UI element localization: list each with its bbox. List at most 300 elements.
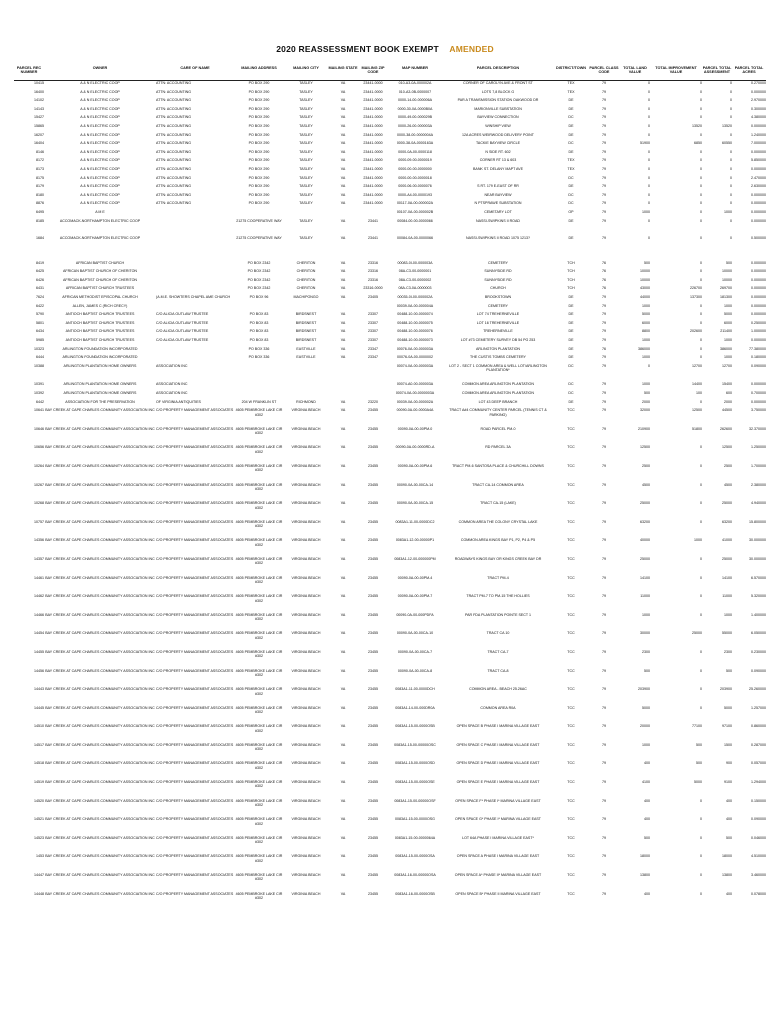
acres-cell: 2.380000 <box>751 482 766 487</box>
mailing-address-cell: 4605 PEMBROKE LAKE CIR #302 <box>235 556 283 566</box>
care-of-cell: ATTN: ACCOUNTING <box>156 89 192 94</box>
acres-cell: 0.046000 <box>751 835 766 840</box>
map-number-cell: 0083A1-15-00-0000OSG <box>395 817 435 822</box>
mailing-city-cell: RICHMOND <box>296 399 316 404</box>
care-of-cell: C/O PROPERTY MANAGEMENT ASSOCIATES <box>156 519 234 524</box>
map-number-cell: 0083A1-15-00-0000OSE <box>395 780 435 785</box>
district-cell: TCC <box>567 891 575 896</box>
col-header: MAILING STATE <box>328 66 358 81</box>
col-header: MAP NUMBER <box>388 66 442 81</box>
mailing-state-cell: VA <box>340 312 346 317</box>
description-cell: BANK ST. DELANY MAPT AVE <box>473 166 523 171</box>
district-cell: TCC <box>567 631 575 636</box>
mailing-city-cell: TASLEY <box>299 166 313 171</box>
improvement-value-cell: 0 <box>700 556 702 561</box>
acres-cell: 0.000000 <box>751 201 766 206</box>
land-value-cell: 1000 <box>642 303 650 308</box>
map-number-cell: 00090-0A-00-00CA-15 <box>396 501 434 506</box>
class-code-cell: 79 <box>602 158 606 163</box>
description-cell: LOT 43 DEEP BRANCH <box>478 399 518 404</box>
owner-cell: BAY CREEK AT CAPE CHARLES COMMUNITY ASSOCIATION INC <box>45 519 155 524</box>
district-cell: TCC <box>567 724 575 729</box>
class-code-cell: 79 <box>602 209 606 214</box>
land-value-cell: 44000 <box>640 295 650 300</box>
total-assessment-cell: 6000 <box>724 320 732 325</box>
mailing-city-cell: VIRGINIA BEACH <box>291 835 321 840</box>
description-cell: OPEN SPACE B* PHASE II MARINA VILLAGE EAST <box>455 891 541 896</box>
parcel-rec-cell: 14523 <box>34 835 44 840</box>
mailing-address-cell: 4605 PEMBROKE LAKE CIR #302 <box>235 742 283 752</box>
mailing-address-cell <box>234 227 284 236</box>
total-assessment-cell: 1000 <box>724 355 732 360</box>
care-of-cell: ATTN: ACCOUNTING <box>156 132 192 137</box>
mailing-address-cell: 4605 PEMBROKE LAKE CIR #302 <box>235 761 283 770</box>
care-of-cell: C/O PROPERTY MANAGEMENT ASSOCIATES <box>156 408 234 413</box>
care-of-cell: ATTN: ACCOUNTING <box>156 123 192 128</box>
map-number-cell: 00090-0A-00-00CA-7 <box>397 649 433 654</box>
land-value-cell: 43000 <box>640 286 650 291</box>
improvement-value-cell: 226700 <box>690 286 702 291</box>
total-assessment-cell: 97100 <box>722 724 732 729</box>
table-row <box>14 613 766 632</box>
map-number-cell: 00107-0A-00-000002B <box>396 209 434 214</box>
owner-cell: BAY CREEK AT CAPE CHARLES COMMUNITY ASSOCIATION INC <box>45 575 155 580</box>
owner-cell: A & N ELECTRIC COOP <box>80 166 120 171</box>
mailing-city-cell: TASLEY <box>299 158 313 163</box>
improvement-value-cell: 0 <box>700 575 702 580</box>
land-value-cell: 1000 <box>642 338 650 343</box>
mailing-address-cell: PO BOX 290 <box>248 192 270 197</box>
zip-cell: 23441-0000 <box>363 158 383 163</box>
mailing-address-cell: PO BOX 290 <box>248 123 270 128</box>
table-row <box>14 193 766 202</box>
mailing-state-cell: VA <box>340 269 346 274</box>
description-cell: OPEN SPACE G* PHASE I* MARINA VILLAGE EAST <box>454 817 541 822</box>
land-value-cell: 20000 <box>640 724 650 729</box>
map-number-cell: 0000-49-00-000029B <box>398 115 432 120</box>
description-cell: TRACT PM-6 SANTOSA PLACE & CHURCHILL DOWNS <box>452 463 544 468</box>
table-row <box>14 631 766 650</box>
class-code-cell: 79 <box>602 724 606 729</box>
district-cell: TCC <box>567 780 575 785</box>
district-cell: DE <box>568 399 574 404</box>
acres-cell: 0.000000 <box>751 89 766 94</box>
parcel-rec-cell: 10323 <box>34 346 44 351</box>
owner-cell: A & N ELECTRIC COOP <box>80 141 120 146</box>
total-assessment-cell: 0 <box>730 106 732 111</box>
table-row <box>14 210 766 219</box>
owner-cell: BAY CREEK AT CAPE CHARLES COMMUNITY ASSOCIATION INC <box>45 835 155 840</box>
zip-cell <box>358 382 388 391</box>
parcel-rec-cell: 14519 <box>34 780 44 785</box>
land-value-cell: 0 <box>648 218 650 223</box>
district-cell: DE <box>568 184 574 189</box>
improvement-value-cell: 0 <box>700 277 702 282</box>
description-cell: PAR FDA PLANTATION POINTE SECT 1 <box>464 612 532 617</box>
improvement-value-cell: 0 <box>700 705 702 710</box>
class-code-cell: 76 <box>602 260 606 265</box>
care-of-cell <box>156 227 234 236</box>
owner-cell: A & N ELECTRIC COOP <box>80 184 120 189</box>
owner-cell: ASSOCIATION FOR THE PRESERVATION <box>65 399 135 404</box>
mailing-state-cell: VA <box>340 236 346 241</box>
mailing-city-cell: TASLEY <box>299 98 313 103</box>
table-row <box>14 184 766 193</box>
description-cell <box>442 227 554 236</box>
acres-cell: 6.050000 <box>751 631 766 636</box>
land-value-cell: 0 <box>648 158 650 163</box>
mailing-address-cell: PO BOX 290 <box>248 175 270 180</box>
owner-cell: BAY CREEK AT CAPE CHARLES COMMUNITY ASSOCIATION INC <box>45 501 155 506</box>
mailing-state-cell: VA <box>340 141 346 146</box>
acres-cell: 0.078000 <box>751 891 766 896</box>
mailing-state-cell: VA <box>340 355 346 360</box>
mailing-city-cell <box>284 364 328 383</box>
land-value-cell: 5000 <box>642 312 650 317</box>
improvement-value-cell: 0 <box>700 355 702 360</box>
zip-cell: 23307 <box>368 320 378 325</box>
mailing-city-cell <box>284 391 328 400</box>
acres-cell: 0.150000 <box>751 798 766 803</box>
land-value-cell: 0 <box>648 89 650 94</box>
table-row <box>14 304 766 313</box>
total-assessment-cell: 500 <box>726 260 732 265</box>
map-number-cell: 00117-0A-00-000002A <box>396 201 434 206</box>
land-value-cell: 51900 <box>640 141 650 146</box>
zip-cell: 23455 <box>368 594 378 599</box>
description-cell: LOT 2 - SECT 1 COMMON AREA & WELL LOT/ARLINGTON PLANTATION* <box>449 363 547 373</box>
improvement-value-cell <box>650 227 702 236</box>
land-value-cell: 1000 <box>642 742 650 747</box>
zip-cell: 23347 <box>368 346 378 351</box>
care-of-cell: ATTN: ACCOUNTING <box>156 81 192 85</box>
district-cell: TCC <box>567 798 575 803</box>
land-value-cell: 1000 <box>642 382 650 387</box>
zip-cell: 23347 <box>368 355 378 360</box>
land-value-cell: 400 <box>644 798 650 803</box>
mailing-address-cell: 204 W FRANKLIN ST <box>241 399 277 404</box>
mailing-city-cell: CHERITON <box>296 269 316 274</box>
table-row <box>14 219 766 228</box>
care-of-cell: ATTN: ACCOUNTING <box>156 149 192 154</box>
mailing-state-cell: VA <box>340 873 346 878</box>
mailing-city-cell: VIRGINIA BEACH <box>291 631 321 636</box>
description-cell: LOT 64A PHASE I MARINA VILLAGE EAST* <box>462 835 534 840</box>
map-number-cell: 08A-C3-00-0000001 <box>398 269 432 274</box>
acres-cell: 0.230000 <box>751 649 766 654</box>
parcel-rec-cell: 16207 <box>34 132 44 137</box>
acres-cell: 0.270000 <box>751 81 766 85</box>
map-number-cell: 00084-00-00-0000066 <box>397 218 433 223</box>
parcel-rec-cell: 8185 <box>36 218 44 223</box>
description-cell: ROAD PARCEL PM-0 <box>480 426 516 431</box>
acres-cell: 1.257000 <box>751 705 766 710</box>
mailing-state-cell: VA <box>340 260 346 265</box>
improvement-value-cell: 0 <box>700 149 702 154</box>
table-row <box>14 538 766 557</box>
mailing-state-cell: VA <box>340 89 346 94</box>
total-assessment-cell: 1000 <box>724 209 732 214</box>
zip-cell: 23455 <box>368 426 378 431</box>
mailing-state-cell: VA <box>340 649 346 654</box>
care-of-cell: C/O PROPERTY MANAGEMENT ASSOCIATES <box>156 817 234 822</box>
map-number-cell: 00083-0I-00-000003A <box>397 260 433 265</box>
description-cell: TRACT PM-4 <box>487 575 509 580</box>
class-code-cell: 79 <box>602 594 606 599</box>
acres-cell: 4.380000 <box>751 115 766 120</box>
total-assessment-cell: 0 <box>730 218 732 223</box>
map-number-cell: 010-A3-0B-0000007 <box>398 89 432 94</box>
care-of-cell: C/O ALICIA OUTLAW TRUSTEE <box>156 312 209 317</box>
acres-cell: 0.000000 <box>751 209 766 214</box>
description-cell: CEMETERY <box>488 303 508 308</box>
class-code-cell: 79 <box>602 687 606 692</box>
mailing-state-cell: VA <box>340 854 346 859</box>
class-code-cell: 79 <box>602 501 606 506</box>
care-of-cell: C/O PROPERTY MANAGEMENT ASSOCIATES <box>156 538 234 543</box>
description-cell: COMMON AREA THE COLONY CRYSTAL LAKE <box>458 519 538 524</box>
improvement-value-cell: 0 <box>700 175 702 180</box>
table-header-row <box>14 66 766 81</box>
table-row <box>14 873 766 892</box>
care-of-cell <box>156 261 234 270</box>
mailing-city-cell: VIRGINIA BEACH <box>291 798 321 803</box>
mailing-address-cell: 21275 COOPERATIVE WAY <box>236 236 282 241</box>
care-of-cell: ATTN: ACCOUNTING <box>156 166 192 171</box>
care-of-cell: C/O PROPERTY MANAGEMENT ASSOCIATES <box>156 687 234 692</box>
description-cell: MARIONVILLE SUBSTATION <box>474 106 522 111</box>
parcel-rec-cell: 15865 <box>34 123 44 128</box>
table-row <box>14 799 766 818</box>
district-cell: DE <box>568 236 574 241</box>
owner-cell: BAY CREEK AT CAPE CHARLES COMMUNITY ASSOCIATION INC <box>45 705 155 710</box>
mailing-state-cell: VA <box>340 519 346 524</box>
acres-cell: 0.090000 <box>751 668 766 673</box>
class-code-cell: 79 <box>602 123 606 128</box>
mailing-address-cell: PO BOX 2342 <box>247 277 271 282</box>
table-row <box>14 761 766 780</box>
map-number-cell: 00488-10-00-0000074 <box>397 312 433 317</box>
mailing-state-cell: VA <box>340 687 346 692</box>
care-of-cell <box>156 347 234 356</box>
map-number-cell: 08A-C3-00-0000002 <box>398 277 432 282</box>
map-number-cell: 0000-06-00-0000076 <box>398 184 432 189</box>
care-of-cell: C/O ALICIA OUTLAW TRUSTEE <box>156 329 209 334</box>
zip-cell <box>358 364 388 383</box>
owner-cell: BAY CREEK AT CAPE CHARLES COMMUNITY ASSOCIATION INC <box>45 761 155 766</box>
map-number-cell: 00039-0A-00-000002A <box>396 399 434 404</box>
district-cell: TCC <box>567 687 575 692</box>
acres-cell: 1.250000 <box>751 445 766 450</box>
mailing-state-cell: VA <box>340 158 346 163</box>
map-number-cell: 08A-C3-0A-0000003 <box>398 286 432 291</box>
total-assessment-cell: 181300 <box>720 295 732 300</box>
map-number-cell: 00090-0A-00-0000RD-A <box>395 445 435 450</box>
owner-cell: A & N ELECTRIC COOP <box>80 192 120 197</box>
care-of-cell: C/O PROPERTY MANAGEMENT ASSOCIATES <box>156 761 234 766</box>
district-cell: TCC <box>567 817 575 822</box>
mailing-address-cell: 4605 PEMBROKE LAKE CIR #302 <box>235 854 283 863</box>
mailing-address-cell <box>234 364 284 383</box>
col-header: DISTRICT/TOWN <box>554 66 588 81</box>
class-code-cell: 79 <box>602 115 606 120</box>
acres-cell: 0.500000 <box>751 236 766 241</box>
zip-cell: 23455 <box>368 649 378 654</box>
mailing-state-cell: VA <box>340 132 346 137</box>
zip-cell: 23405 <box>368 295 378 300</box>
parcel-rec-cell: 8180 <box>36 192 44 197</box>
acres-cell: 0.000000 <box>751 277 766 282</box>
owner-cell: BAY CREEK AT CAPE CHARLES COMMUNITY ASSOCIATION INC <box>45 538 155 543</box>
table-body <box>14 81 766 911</box>
parcel-rec-cell: 14456 <box>34 668 44 673</box>
class-code-cell: 79 <box>602 236 606 241</box>
acres-cell: 30.000000 <box>749 538 766 543</box>
acres-cell: 0.000000 <box>751 286 766 291</box>
acres-cell: 2.970000 <box>751 98 766 103</box>
description-cell: S RT. 179 E-EAST OF RR <box>477 184 519 189</box>
col-header: CARE OF NAME <box>156 66 234 81</box>
mailing-address-cell: PO BOX 290 <box>248 98 270 103</box>
care-of-cell: C/O PROPERTY MANAGEMENT ASSOCIATES <box>156 742 234 747</box>
improvement-value-cell: 0 <box>700 649 702 654</box>
total-assessment-cell: 0 <box>730 166 732 171</box>
total-assessment-cell: 2300 <box>724 649 732 654</box>
parcel-rec-cell: 10415 <box>34 81 44 85</box>
care-of-cell: C/O PROPERTY MANAGEMENT ASSOCIATES <box>156 798 234 803</box>
class-code-cell: 79 <box>602 132 606 137</box>
map-number-cell: 00090-0A-00-00CA-8 <box>397 668 433 673</box>
improvement-value-cell: 137300 <box>690 295 702 300</box>
mailing-city-cell: VIRGINIA BEACH <box>291 575 321 580</box>
zip-cell <box>358 227 388 236</box>
zip-cell: 23455 <box>368 705 378 710</box>
total-assessment-cell: 13520 <box>722 123 732 128</box>
table-row <box>14 594 766 613</box>
land-value-cell: 1000 <box>642 355 650 360</box>
mailing-state-cell: VA <box>340 329 346 334</box>
mailing-address-cell <box>234 382 284 391</box>
mailing-address-cell: PO BOX 290 <box>248 132 270 137</box>
acres-cell: 0.287000 <box>751 742 766 747</box>
map-number-cell: 00074-A0-00-000003A <box>396 382 434 387</box>
land-value-cell: 8800 <box>642 329 650 334</box>
land-value-cell: 2000 <box>642 399 650 404</box>
class-code-cell: 79 <box>602 363 606 368</box>
owner-cell: ALLEN, JAMES C (RICH CRECY) <box>72 303 128 308</box>
description-cell: COMMON AREA ARLINGTON PLANTATION <box>462 391 534 395</box>
owner-cell <box>44 245 156 261</box>
mailing-address-cell: 4605 PEMBROKE LAKE CIR #302 <box>235 519 283 529</box>
col-header: PARCEL REC NUMBER <box>14 66 44 81</box>
land-value-cell: 10000 <box>640 269 650 274</box>
mailing-city-cell: VIRGINIA BEACH <box>291 501 321 506</box>
class-code-cell: 79 <box>602 575 606 580</box>
land-value-cell: 0 <box>648 81 650 85</box>
mailing-address-cell: PO BOX 2342 <box>247 260 271 265</box>
acres-cell: 25.260000 <box>749 687 766 692</box>
description-cell: NASSI-SWIPKINS II ROAD <box>476 218 520 223</box>
owner-cell: BAY CREEK AT CAPE CHARLES COMMUNITY ASSOCIATION INC <box>45 798 155 803</box>
improvement-value-cell: 0 <box>700 106 702 111</box>
improvement-value-cell: 100 <box>696 391 702 395</box>
care-of-cell: C/O PROPERTY MANAGEMENT ASSOCIATES <box>156 426 234 431</box>
table-row <box>14 158 766 167</box>
class-code-cell: 79 <box>602 355 606 360</box>
mailing-address-cell <box>234 245 284 261</box>
table-row <box>14 743 766 762</box>
care-of-cell: C/O PROPERTY MANAGEMENT ASSOCIATES <box>156 575 234 580</box>
improvement-value-cell: 0 <box>700 501 702 506</box>
district-cell <box>554 227 588 236</box>
care-of-cell: ATTN: ACCOUNTING <box>156 175 192 180</box>
table-row <box>14 107 766 116</box>
mailing-city-cell: VIRGINIA BEACH <box>291 408 321 413</box>
mailing-city-cell: VIRGINIA BEACH <box>291 556 321 561</box>
district-cell: TCC <box>567 463 575 468</box>
mailing-city-cell: CHERITON <box>296 286 316 291</box>
land-value-cell: 400 <box>644 817 650 822</box>
description-cell: COMMON AREA - BEACH 25.26AC <box>469 687 527 692</box>
map-number-cell: 0083A1-14-00-000DR0A <box>395 705 435 710</box>
mailing-state-cell: VA <box>340 501 346 506</box>
parcel-rec-cell: 14454 <box>34 631 44 636</box>
district-cell: DC <box>568 192 574 197</box>
zip-cell: 23316 <box>368 260 378 265</box>
acres-cell: 0.000000 <box>751 260 766 265</box>
mailing-state-cell: VA <box>340 286 346 291</box>
care-of-cell <box>156 245 234 261</box>
acres-cell: 0.000000 <box>751 269 766 274</box>
owner-cell: ARLINGTON PLANTATION HOME OWNERS <box>63 363 137 368</box>
district-cell: DE <box>568 329 574 334</box>
mailing-address-cell: PO BOX 2342 <box>247 269 271 274</box>
description-cell: CEMETERY <box>488 260 508 265</box>
total-assessment-cell: 500 <box>726 668 732 673</box>
map-number-cell: 0083A1-15-00-00000OSC <box>394 742 436 747</box>
owner-cell: BAY CREEK AT CAPE CHARLES COMMUNITY ASSOCIATION INC <box>45 556 155 561</box>
zip-cell: 23441-0000 <box>363 192 383 197</box>
class-code-cell: 79 <box>602 835 606 840</box>
improvement-value-cell: 12500 <box>692 408 702 413</box>
parcel-rec-cell: 14462 <box>34 594 44 599</box>
table-row <box>14 115 766 124</box>
care-of-cell: ATTN: ACCOUNTING <box>156 192 192 197</box>
col-header: MAILING ZIP CODE <box>358 66 388 81</box>
land-value-cell: 210900 <box>638 426 650 431</box>
mailing-state-cell <box>328 210 358 219</box>
improvement-value-cell: 0 <box>700 817 702 822</box>
mailing-address-cell: PO BOX 83 <box>249 320 269 325</box>
map-number-cell: 00488-10-00-0000076 <box>397 329 433 334</box>
description-cell: WINSHIP VIEW <box>485 123 511 128</box>
acres-cell: 30.000000 <box>749 556 766 561</box>
mailing-state-cell: VA <box>340 399 346 404</box>
table-row <box>14 557 766 576</box>
mailing-city-cell: TASLEY <box>299 149 313 154</box>
care-of-cell: ATTN: ACCOUNTING <box>156 106 192 111</box>
description-cell: SUNNYSIDE RD <box>484 269 512 274</box>
land-value-cell: 0 <box>648 184 650 189</box>
map-number-cell: 00074-0A-00-000003A <box>396 363 434 368</box>
care-of-cell: OF VIRGINIA ANTIQUITIES <box>156 399 201 404</box>
total-assessment-cell: 400 <box>726 817 732 822</box>
land-value-cell: 2300 <box>642 649 650 654</box>
description-cell: OPEN SPACE C PHASE I MARINA VILLAGE EAST <box>456 742 540 747</box>
class-code-cell: 79 <box>602 303 606 308</box>
parcel-rec-cell: 8146 <box>36 149 44 154</box>
mailing-city-cell: VIRGINIA BEACH <box>291 761 321 766</box>
